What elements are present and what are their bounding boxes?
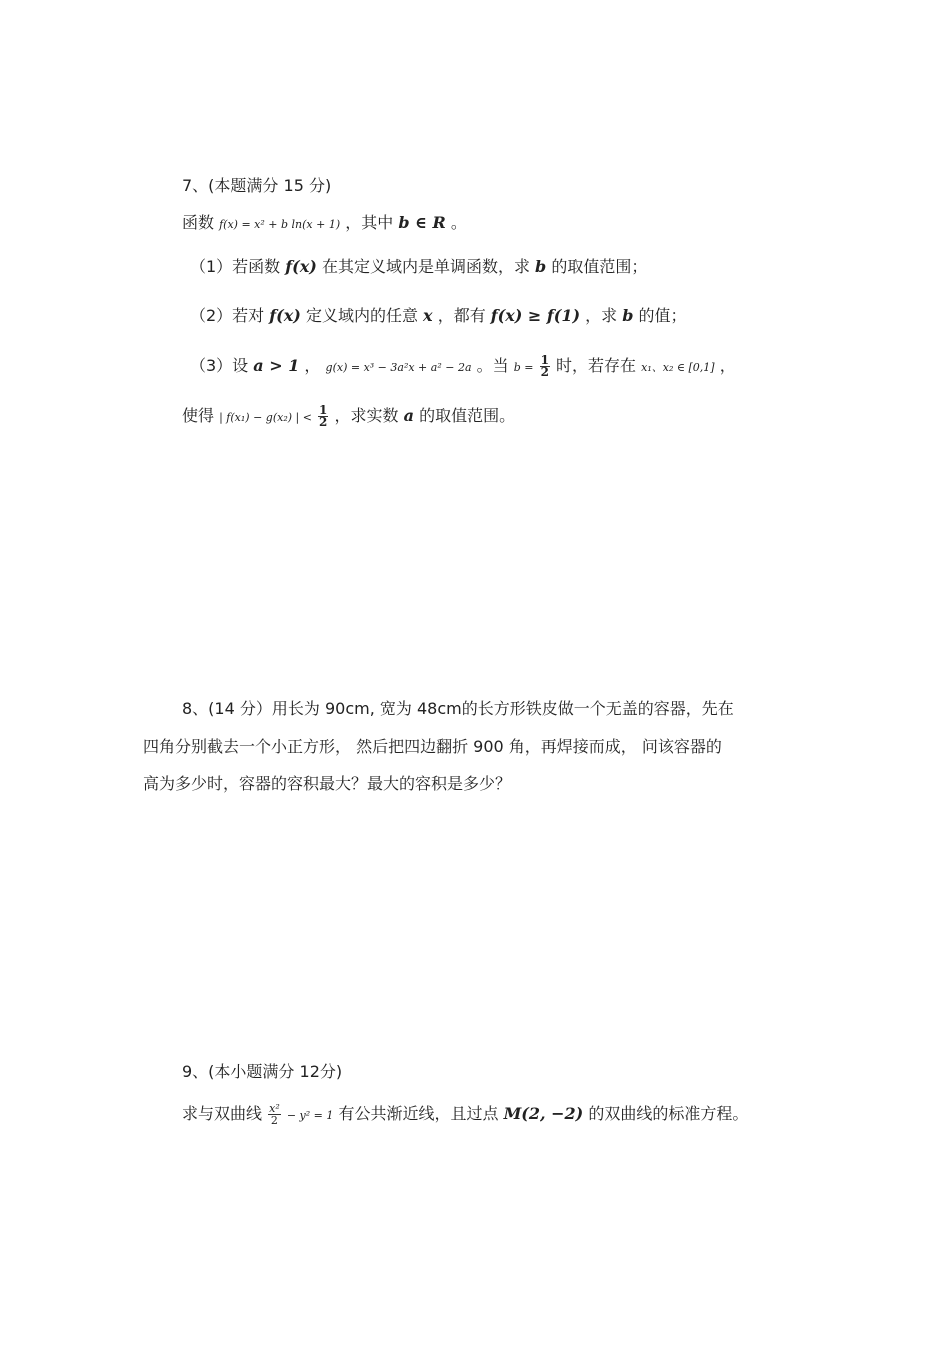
q7-intro-middle: ，其中: [345, 213, 394, 232]
q7-header: 7、(本题满分 15 分): [182, 176, 332, 195]
q9-middle: 有公共渐近线，且过点: [338, 1104, 499, 1123]
q7-part3-half-2-den: 2: [319, 415, 328, 429]
q7-intro-prefix: 函数: [182, 213, 215, 232]
q7-part1-fx: f(x): [285, 257, 317, 276]
q8-line1: 8、(14 分）用长为 90cm, 宽为 48cm的长方形铁皮做一个无盖的容器，先在: [182, 699, 734, 718]
q8-line3: 高为多少时，容器的容积最大？最大的容积是多少？: [143, 774, 512, 793]
q9-header: 9、(本小题满分 12分): [182, 1062, 343, 1081]
q7-part3-half-2: [318, 405, 328, 428]
q7-part2: [190, 305, 687, 327]
q7-part1-suffix: 的取值范围；: [551, 257, 648, 276]
q7-part3-gx: g(x) = x³ − 3a²x + a² − 2a: [325, 361, 472, 374]
q7-part2-middle2: ，都有: [437, 306, 486, 325]
q7-part2-fx: f(x): [269, 306, 301, 325]
q7-part3-x12: x₁、x₂ ∈ [0,1]: [641, 361, 715, 374]
q7-part3-middle: 。当: [476, 356, 509, 375]
q7-part3-abs: | f(x₁) − g(x₂) | <: [219, 411, 312, 424]
q7-part1-prefix: （1）若函数: [190, 257, 281, 276]
q7-intro-suffix: 。: [450, 213, 467, 232]
q9-hyperbola-num: x²: [269, 1102, 280, 1115]
q7-function-formula: f(x) = x² + b ln(x + 1): [219, 218, 341, 231]
q9-body: [182, 1103, 748, 1127]
q7-part3-a: a: [403, 406, 414, 425]
q7-part2-middle: 定义域内的任意: [305, 306, 418, 325]
q7-part1-middle: 在其定义域内是单调函数，求: [321, 257, 530, 276]
q9-hyperbola-rest: − y² = 1: [286, 1109, 334, 1122]
q7-intro: [182, 212, 467, 236]
q7-part1: [190, 256, 647, 278]
q9-point: M(2, −2): [503, 1104, 584, 1123]
q7-part2-inequality: f(x) ≥ f(1): [490, 306, 581, 325]
q7-part3-cont-middle: ，求实数: [334, 406, 399, 425]
q7-part2-b: b: [622, 306, 634, 325]
q9-suffix: 的双曲线的标准方程。: [588, 1104, 749, 1123]
q7-part3-cont: [182, 405, 515, 429]
q7-part3-cont-suffix: 的取值范围。: [419, 406, 516, 425]
q9-hyperbola-fraction: [268, 1103, 281, 1126]
q7-part3-half-num: 1: [540, 353, 549, 367]
q9-hyperbola-den: 2: [270, 1114, 278, 1127]
q9-prefix: 求与双曲线: [182, 1104, 263, 1123]
q7-part3-comma: ，: [304, 356, 321, 375]
q7-part3-suffix: ，: [719, 356, 736, 375]
q7-part3-half-2-num: 1: [319, 403, 328, 417]
q7-part3-condition: a > 1: [253, 356, 300, 375]
q7-part3-middle2: 时，若存在: [556, 356, 637, 375]
q7-part2-suffix: 的值；: [638, 306, 687, 325]
q7-part2-x: x: [423, 306, 433, 325]
q8-line2: 四角分别截去一个小正方形， 然后把四边翻折 900 角，再焊接而成， 问该容器的: [143, 737, 722, 756]
q7-part3-b-eq: b =: [513, 361, 534, 374]
q7-part2-prefix: （2）若对: [190, 306, 265, 325]
q7-part3-half-den: 2: [540, 365, 549, 379]
q7-part3-cont-prefix: 使得: [182, 406, 215, 425]
q7-part2-middle3: ，求: [585, 306, 618, 325]
q7-part3-half: [540, 355, 550, 378]
q7-part1-b: b: [535, 257, 547, 276]
q7-part3-prefix: （3）设: [190, 356, 249, 375]
q7-part3: [190, 355, 736, 379]
q7-condition: b ∈ R: [398, 213, 446, 232]
